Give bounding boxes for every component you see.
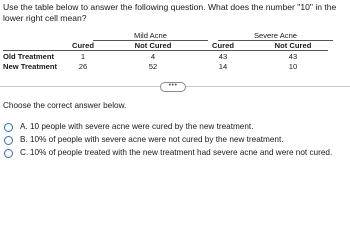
option-letter: C.: [20, 148, 29, 157]
option-a[interactable]: [4, 122, 344, 134]
option-text: 10% of people treated with the new treatment had severe acne and were not cured.: [30, 148, 333, 157]
group-header-mild-acne: Mild Acne: [93, 31, 208, 41]
option-c[interactable]: [4, 148, 344, 160]
option-b[interactable]: [4, 135, 344, 147]
column-header-severe-not-cured: Not Cured: [274, 41, 312, 50]
column-header-mild-not-cured: Not Cured: [134, 41, 172, 50]
table-cell: 4: [150, 52, 156, 61]
column-header-severe-cured: Cured: [212, 41, 234, 50]
table-cell: 10: [288, 62, 298, 71]
radio-button-icon[interactable]: [4, 123, 13, 132]
table-cell: 52: [148, 62, 158, 71]
header-rule: [3, 50, 328, 51]
answer-prompt: Choose the correct answer below.: [3, 101, 127, 110]
table-cell: 43: [218, 52, 228, 61]
question-text: Use the table below to answer the following question. What does the number "10" in the lower right cell mean?: [3, 2, 337, 23]
table-cell: 14: [218, 62, 228, 71]
radio-button-icon[interactable]: [4, 136, 13, 145]
table-cell: 43: [288, 52, 298, 61]
table-cell: 26: [78, 62, 88, 71]
radio-button-icon[interactable]: [4, 149, 13, 158]
table-cell: 1: [80, 52, 86, 61]
row-label-old-treatment: Old Treatment: [3, 52, 55, 61]
column-header-mild-cured: Cured: [72, 41, 94, 50]
option-letter: B.: [20, 135, 28, 144]
expand-more-button[interactable]: •••: [160, 82, 186, 92]
option-letter: A.: [20, 122, 28, 131]
group-header-severe-acne: Severe Acne: [218, 31, 333, 41]
option-text: 10 people with severe acne were cured by the new treatment.: [30, 122, 254, 131]
option-text: 10% of people with severe acne were not cured by the new treatment.: [30, 135, 284, 144]
row-label-new-treatment: New Treatment: [3, 62, 58, 71]
